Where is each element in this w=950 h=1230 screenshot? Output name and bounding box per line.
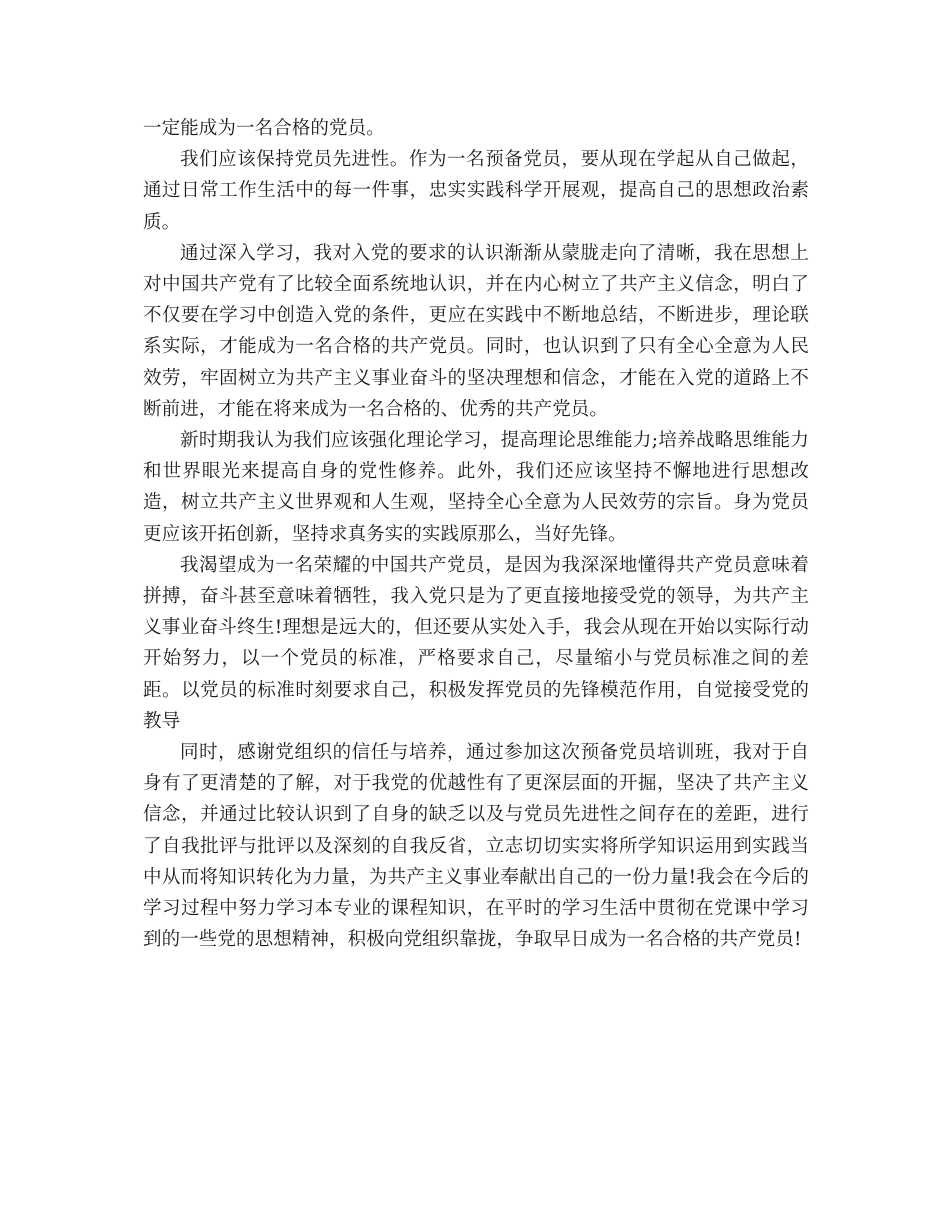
paragraph-2: 我们应该保持党员先进性。作为一名预备党员，要从现在学起从自己做起，通过日常工作生活中的每一件事，忠实实践科学开展观，提高自己的思想政治素质。 [143,149,809,233]
paragraph-6: 同时，感谢党组织的信任与培养，通过参加这次预备党员培训班，我对于自身有了更清楚的了解，对于我党的优越性有了更深层面的开掘，坚决了共产主义信念，并通过比较认识到了自身的缺乏以及与党员先进性之间存在的差距，进行了自我批评与批评以及深刻的自我反省，立志切切实实将所学知识运用到实践当中从而将知识转化为力量，为共产主义事业奉献出自己的一份力量!我会在今后的学习过程中努力学习本专业的课程知识，在平时的学习生活中贯彻在党课中学习到的一些党的思想精神，积极向党组织靠拢，争取早日成为一名合格的共产党员! [143,742,809,951]
paragraph-1: 一定能成为一名合格的党员。 [143,118,385,139]
paragraph-5: 我渴望成为一名荣耀的中国共产党员，是因为我深深地懂得共产党员意味着拼搏，奋斗甚至意味着牺牲，我入党只是为了更直接地接受党的领导，为共产主义事业奋斗终生!理想是远大的，但还要从实处入手，我会从现在开始以实际行动开始努力，以一个党员的标准，严格要求自己，尽量缩小与党员标准之间的差距。以党员的标准时刻要求自己，积极发挥党员的先锋模范作用，自觉接受党的教导 [143,554,809,732]
paragraph-4: 新时期我认为我们应该强化理论学习，提高理论思维能力;培养战略思维能力和世界眼光来提高自身的党性修养。此外，我们还应该坚持不懈地进行思想改造，树立共产主义世界观和人生观，坚持全心全意为人民效劳的宗旨。身为党员更应该开拓创新，坚持求真务实的实践原那么，当好先锋。 [143,430,809,545]
paragraph-3: 通过深入学习，我对入党的要求的认识渐渐从蒙胧走向了清晰，我在思想上对中国共产党有了比较全面系统地认识，并在内心树立了共产主义信念，明白了不仅要在学习中创造入党的条件，更应在实践中不断地总结，不断进步，理论联系实际，才能成为一名合格的共产党员。同时，也认识到了只有全心全意为人民效劳，牢固树立为共产主义事业奋斗的坚决理想和信念，才能在入党的道路上不断前进，才能在将来成为一名合格的、优秀的共产党员。 [143,242,809,420]
document-body [143,113,809,955]
